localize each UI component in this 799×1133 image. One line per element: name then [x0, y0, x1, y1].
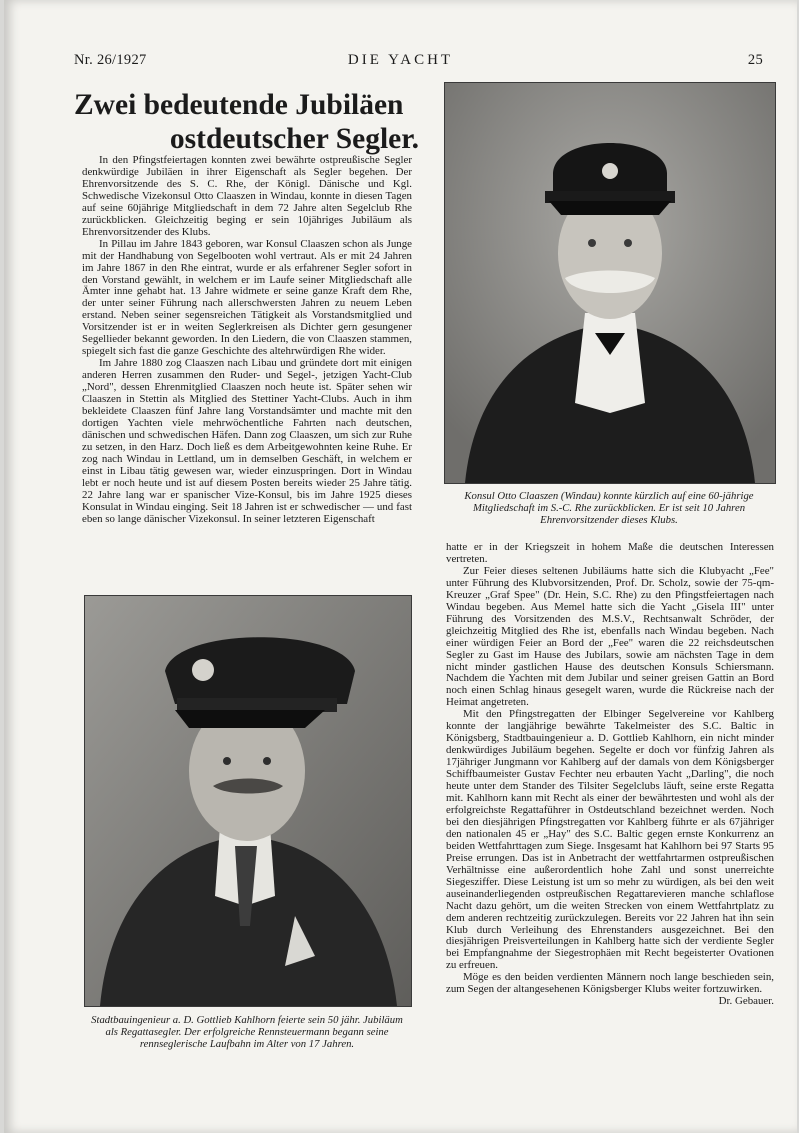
- journal-name: DIE YACHT: [347, 52, 454, 68]
- article-title-line-1: Zwei bedeutende Jubiläen: [74, 89, 404, 121]
- portrait-photo-kahlhorn: [84, 595, 412, 1007]
- paragraph: Möge es den beiden verdienten Männern noch lange beschieden sein, zum Segen der altangesehenen Königsberger Klubs weiter fortzuwirken.: [446, 971, 774, 996]
- paragraph: Zur Feier dieses seltenen Jubiläums hatte sich die Klubyacht „Fee" unter Führung des Klubvorsitzenden, Prof. Dr. Scholz, sowie der 75-qm-Kreuzer „Graf Spee" (Dr. Hein, S.C. Rhe) zu den Pfingstfeiertagen nach Windau begeben. Aus Memel hatte sich die Yacht „Gisela III" unter Führung des Vorsitzenden des M.S.V., Rechtsanwalt Schröder, der gleichzeitig Mitglied des Rhe ist, ebenfalls nach Windau begeben. Nach einer würdigen Feier an Bord der „Fee" waren die 22 reichsdeutschen Segler zu Gast im Hause des Jubilars, sowie am nächsten Tage in dem nicht minder gastlichen Hause des deutschen Konsuls Schiersmann. Nachdem die Yachten mit dem Jubilar und seiner greisen Gattin an Bord noch einen Schlag hinaus gesegelt waren, wurde die Rückreise nach der Heimat angetreten.: [446, 564, 774, 709]
- article-column-right: [446, 542, 774, 1008]
- magazine-page: [4, 0, 797, 1133]
- paragraph: In Pillau im Jahre 1843 geboren, war Konsul Claaszen schon als Junge mit der Handhabung von Segelbooten wohl vertraut. Als er mit 24 Jahren im Jahre 1867 in den Rhe eintrat, wurde er als erfahrener Segler sofort in den Vorstand gewählt, in welchem er im Laufe seiner Mitgliedschaft alle Ämter inne gehabt hat. 13 Jahre widmete er seine ganze Kraft dem Rhe, der unter seiner Führung nach allerschwersten Jahren zu neuem Leben erstand. Neben seiner segensreichen Tätigkeit als Vorstandsmitglied und Vorsitzender ist er in weiten Seglerkreisen als Dichter gern gesungener Segellieder bekannt geworden. In den Liedern, die von Claaszen stammen, spiegelt sich fast die ganze Geschichte des altehrwürdigen Rhe wider.: [82, 237, 412, 358]
- photo-caption-claaszen: Konsul Otto Claaszen (Windau) konnte kürzlich auf eine 60-jährige Mitgliedschaft im S.-C. Rhe zurückblicken. Er ist seit 10 Jahren Ehrenvorsitzender dieses Klubs.: [464, 490, 754, 526]
- paragraph: In den Pfingstfeiertagen konnten zwei bewährte ostpreußische Segler denkwürdige Jubiläen in ihrer Eigenschaft als Segler begehen. Der Ehrenvorsitzende des S. C. Rhe, der Königl. Dänische und Kgl. Schwedische Vizekonsul Otto Claaszen in Windau, konnte in diesen Tagen auf seine 60jährige Mitgliedschaft in dem 72 Jahre alten Segelclub Rhe zurückblicken. Gleichzeitig beging er sein 10jähriges Jubiläum als Ehrenvorsitzender des Klubs.: [82, 154, 412, 238]
- paragraph: Im Jahre 1880 zog Claaszen nach Libau und gründete dort mit einigen anderen Herren zusammen den Ruder- und Segel-, jetzigen Yacht-Club „Nord", dessen Ehrenmitglied Claaszen noch heute ist. Später sehen wir Claaszen in Stettin als Mitglied des Stettiner Yacht-Clubs. Auch in ihm bekleidete Claaszen fünf Jahre lang Vorstandsämter und machte mit den dortigen Yachten viele mehrwöchentliche Fahrten nach deutschen, dänischen und schwedischen Häfen. Dann zog Claaszen, um sich zur Ruhe zu setzen, in den Harz. Doch ließ es dem Arbeitgewohnten keine Ruhe. Er zog nach Windau in Lettland, um in demselben Geschäft, in welchem er einst in Libau tätig gewesen war, wieder einzuspringen. Dort in Windau lebt er noch heute und ist auf diesem Posten bereits wieder 25 Jahre tätig. 22 Jahre lang war er spanischer Vize-Konsul, bis im Jahre 1925 dieses Konsulat in Windau einging. Seit 18 Jahren ist er schwedischer — und fast eben so lange dänischer Vizekonsul. In seiner letzteren Eigenschaft: [82, 357, 412, 525]
- page-number: 25: [747, 52, 763, 68]
- portrait-photo-claaszen: [444, 82, 776, 484]
- paragraph: Mit den Pfingstregatten der Elbinger Segelvereine vor Kahlberg konnte der langjährige bewährte Takelmeister des S.C. Baltic in Königsberg, Stadtbauingenieur a. D. Gottlieb Kahlhorn, ein nicht minder denkwürdiges Jubiläum begehen. Segelte er doch vor fünfzig Jahren als 17jähriger Jungmann vor Kahlberg auf der damals von dem Königsberger Schiffbaumeister Gustav Fechter neu erbauten Yacht „Darling", die noch heute unter dem Stander des Tilsiter Segelclubs läuft, seine erste Regatta mit. Kahlhorn kann mit Recht als einer der bewährtesten und wohl als der erfolgreichste Regattaführer in Ostdeutschland bezeichnet werden. Noch bei den diesjährigen Pfingstregatten vor Kahlberg führte er als 67jähriger den nationalen 45 er „Hay" des S.C. Baltic gegen ernste Konkurrenz an beiden Wettfahrttagen zum Siege. Insgesamt hat Kahlhorn bei 97 Starts 95 Preise errungen. Das ist in Anbetracht der wettfahrtarmen ostpreußischen Verhältnisse eine außerordentlich hohe Zahl und sonst unerreichte Siegesziffer. Diese Leistung ist um so mehr zu würdigen, als bei den weit auseinanderliegenden ostpreußischen Regattarevieren manche schlaflose Nacht dazu gehört, um die weiten Strecken von einem Wettfahrtplatz zu dem anderen rechtzeitig zurückzulegen. Bereits vor 22 Jahren hat ihn sein Klub durch Verleihung des Ehrenstanders ausgezeichnet. Bei den diesjährigen Preisverteilungen in Kahlberg hatte sich der verdiente Segler bei Empfangnahme der Siegestrophäen mit Recht begeisterter Ovationen zu erfreuen.: [446, 708, 774, 972]
- paragraph: hatte er in der Kriegszeit in hohem Maße die deutschen Interessen vertreten.: [446, 541, 774, 565]
- article-title-line-2: ostdeutscher Segler.: [169, 123, 419, 155]
- article-column-left: [82, 155, 412, 526]
- author-signature: Dr. Gebauer.: [718, 995, 774, 1008]
- photo-caption-kahlhorn: Stadtbauingenieur a. D. Gottlieb Kahlhorn feierte sein 50 jähr. Jubiläum als Regattasegler. Der erfolgreiche Rennsteuermann begann seine rennseglerische Laufbahn im Alter von 17 Jahren.: [91, 1014, 403, 1050]
- article-title: [74, 88, 419, 156]
- issue-number: Nr. 26/1927: [74, 52, 147, 68]
